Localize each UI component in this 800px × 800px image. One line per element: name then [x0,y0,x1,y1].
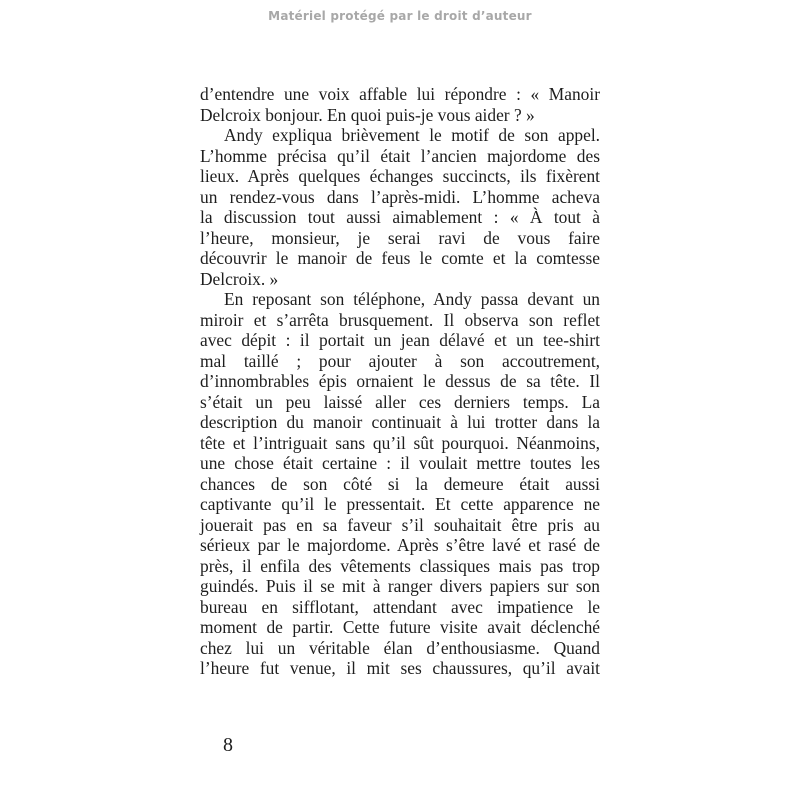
body-text [200,84,600,679]
copyright-watermark: Matériel protégé par le droit d’auteur [268,9,532,23]
text-line: près, il enfila des vêtements classiques mais pas trop [200,555,600,576]
text-line: L’homme précisa qu’il était l’ancien majordome des [200,145,600,166]
text-line: l’heure fut venue, il mit ses chaussures, qu’il avait [200,658,600,678]
text-line: captivante qu’il le pressentait. Et cette apparence ne [200,494,600,514]
text-line: s’était un peu laissé aller ces derniers temps. La [200,391,600,412]
text-line: la discussion tout aussi aimablement : « À tout à [200,207,600,227]
text-line: miroir et s’arrêta brusquement. Il observa son reflet [200,309,600,330]
text-line: un rendez-vous dans l’après-midi. L’homme acheva [200,186,600,207]
page-number: 8 [223,734,233,756]
text-line: chez lui un véritable élan d’enthousiasme. Quand [200,637,600,658]
text-line: moment de partir. Cette future visite avait déclenché [200,617,600,637]
text-line: mal taillé ; pour ajouter à son accoutrement, [200,350,600,371]
text-line: lieux. Après quelques échanges succincts, ils fixèrent [200,166,600,186]
text-line: Andy expliqua brièvement le motif de son appel. [224,125,600,145]
text-line: découvrir le manoir de feus le comte et la comtesse [200,248,600,268]
text-line: avec dépit : il portait un jean délavé et un tee-shirt [200,330,600,350]
text-line: sérieux par le majordome. Après s’être lavé et rasé de [200,535,600,555]
text-line: l’heure, monsieur, je serai ravi de vous faire [200,227,600,248]
text-line: chances de son côté si la demeure était aussi [200,473,600,494]
text-line: description du manoir continuait à lui trotter dans la [200,412,600,432]
text-line: jouerait pas en sa faveur s’il souhaitait être pris au [200,514,600,535]
text-line: d’entendre une voix affable lui répondre : « Manoir [200,84,600,104]
text-line: Delcroix bonjour. En quoi puis-je vous aider ? » [200,104,535,125]
text-line: d’innombrables épis ornaient le dessus de sa tête. Il [200,371,600,391]
text-line: guindés. Puis il se mit à ranger divers papiers sur son [200,576,600,596]
text-line: bureau en sifflotant, attendant avec impatience le [200,596,600,617]
text-line: Delcroix. » [200,268,279,289]
text-line: une chose était certaine : il voulait mettre toutes les [200,453,600,473]
text-line: En reposant son téléphone, Andy passa devant un [224,289,600,309]
text-line: tête et l’intriguait sans qu’il sût pourquoi. Néanmoins, [200,432,600,453]
